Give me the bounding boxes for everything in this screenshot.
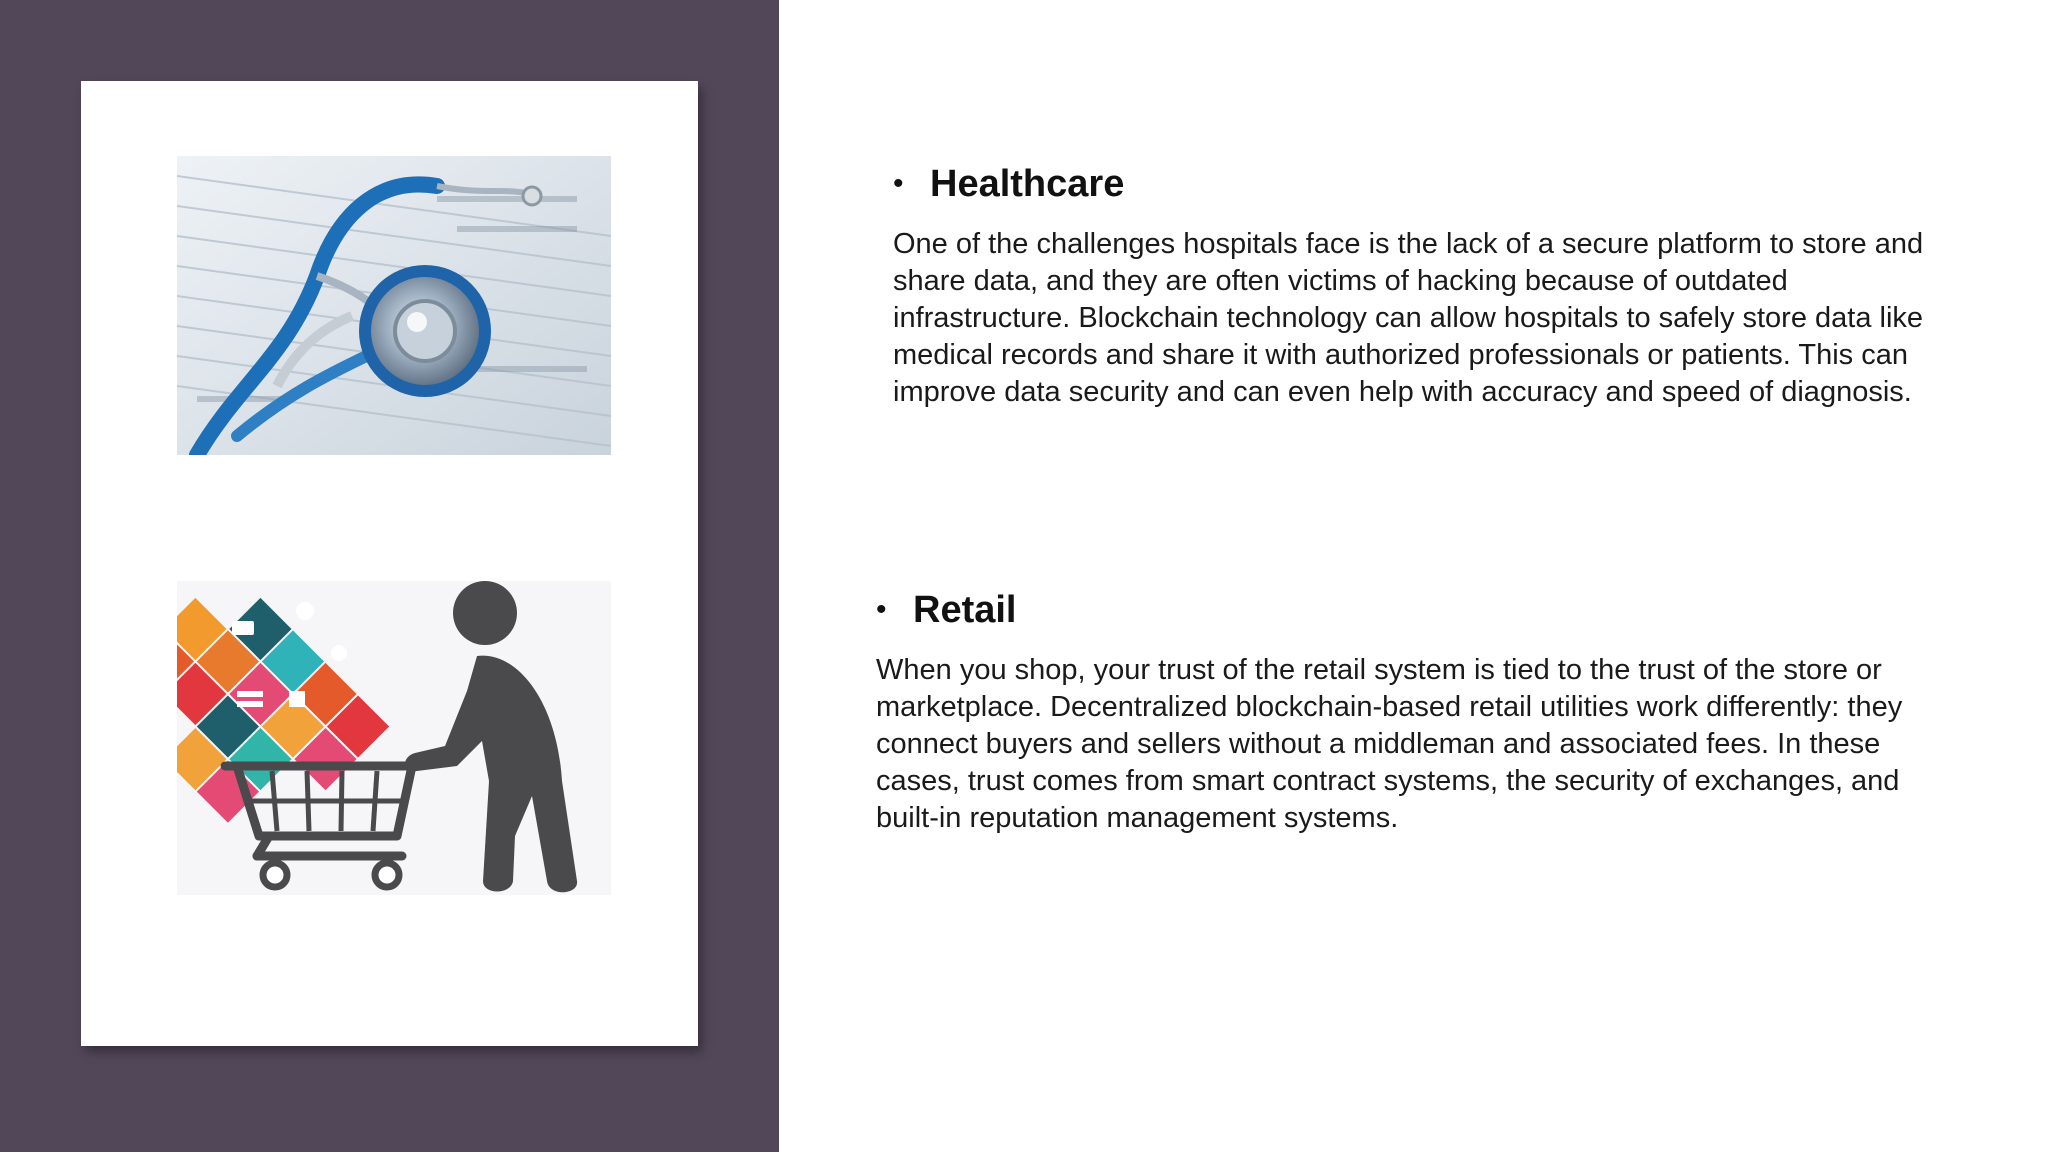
bullet-icon: • bbox=[893, 167, 904, 200]
healthcare-heading bbox=[893, 158, 1963, 210]
retail-body: When you shop, your trust of the retail system is tied to the trust of the store or marketplace. Decentralized blockchain-based retail utilities work differently: they connect buyers and sellers without a middleman and associated fees. In these cases, trust comes from smart contract systems, the security of exchanges, and built-in reputation management systems. bbox=[876, 654, 1903, 834]
shopping-cart-image bbox=[177, 581, 611, 895]
retail-section bbox=[876, 584, 1946, 837]
healthcare-section bbox=[893, 158, 1963, 411]
left-panel bbox=[0, 0, 779, 1152]
healthcare-body: One of the challenges hospitals face is the lack of a secure platform to store and share data, and they are often victims of hacking because of outdated infrastructure. Blockchain technology can allow hospitals to safely store data like medical records and share it with authorized professionals or patients. This can improve data security and can even help with accuracy and speed of diagnosis. bbox=[893, 228, 1924, 408]
retail-heading bbox=[876, 584, 1946, 636]
retail-title: Retail bbox=[913, 589, 1017, 631]
stethoscope-image bbox=[177, 156, 611, 455]
healthcare-title: Healthcare bbox=[930, 163, 1125, 205]
image-card bbox=[81, 81, 698, 1046]
bullet-icon: • bbox=[876, 593, 887, 626]
